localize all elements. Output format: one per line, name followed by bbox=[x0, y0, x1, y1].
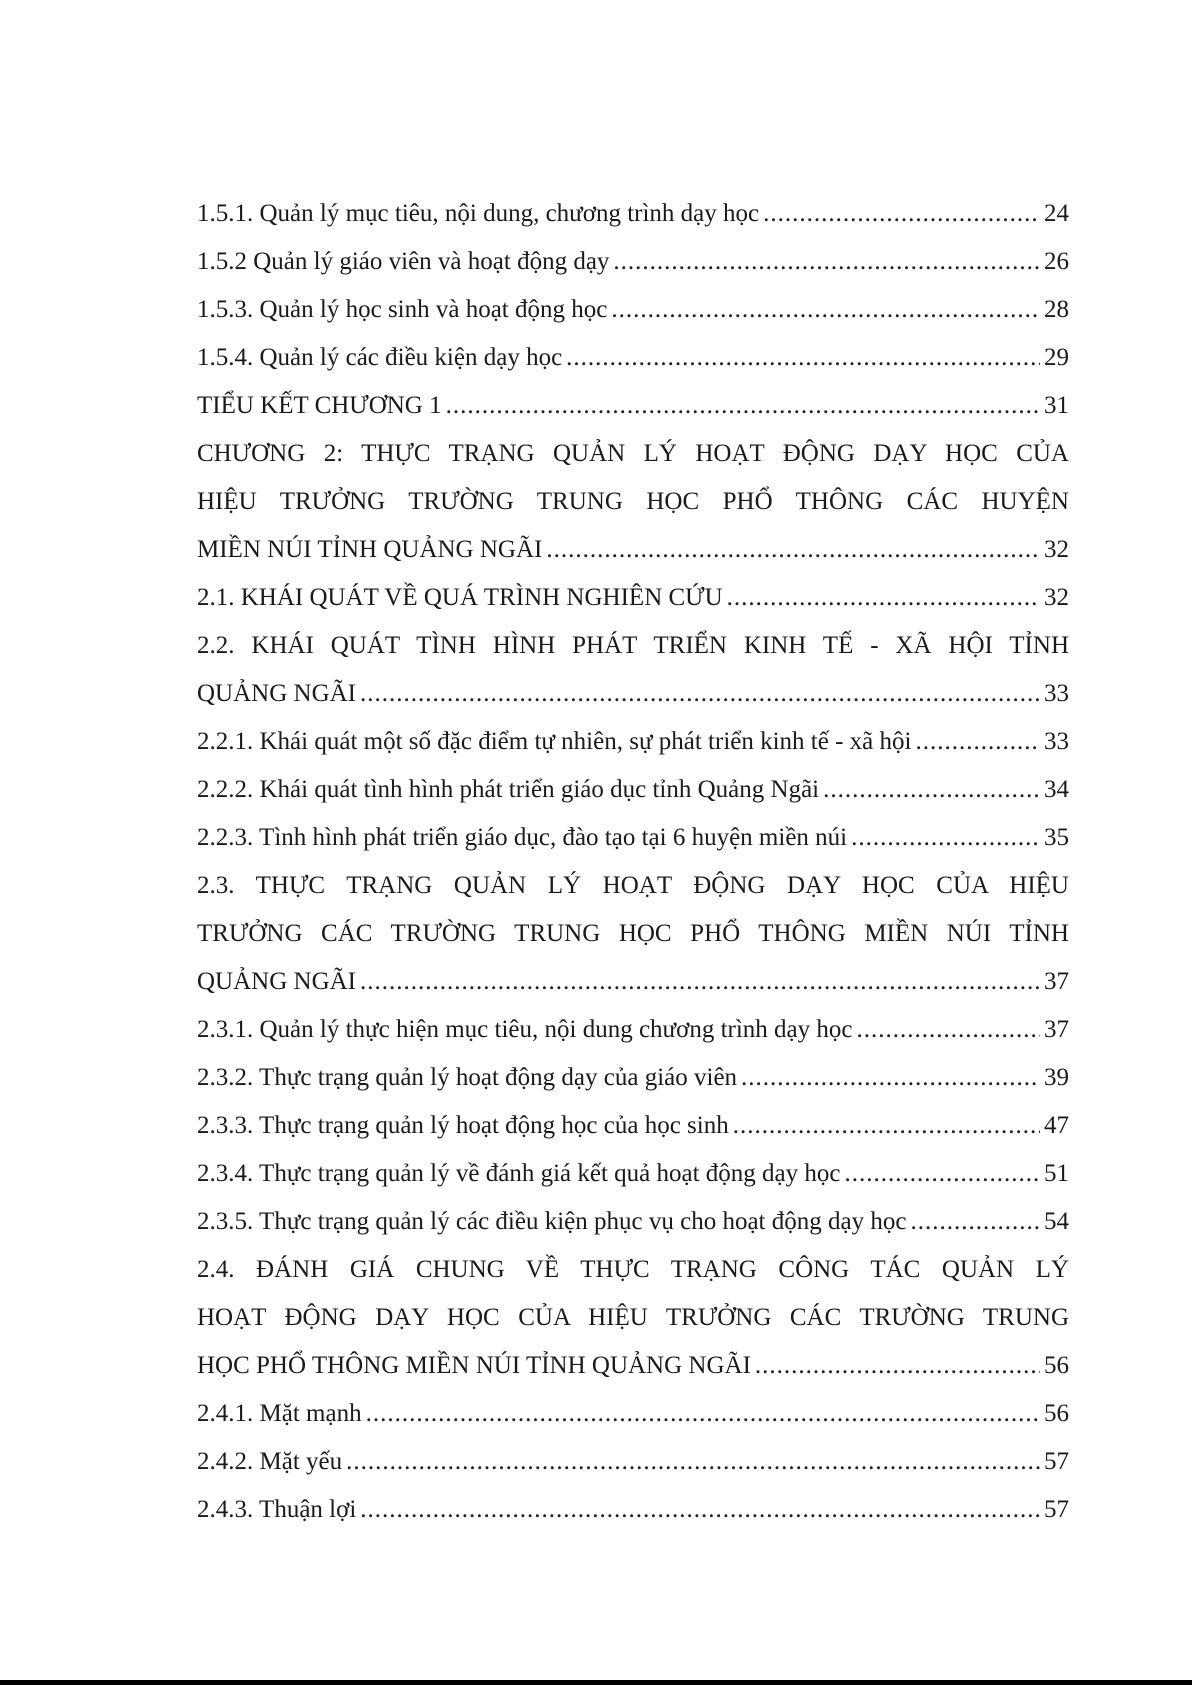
toc-entry-row bbox=[197, 1390, 1069, 1438]
toc-page-number: 47 bbox=[1044, 1112, 1069, 1139]
toc-page-number: 24 bbox=[1044, 200, 1069, 227]
toc-list bbox=[197, 190, 1069, 1534]
toc-entry-title: 2.1. KHÁI QUÁT VỀ QUÁ TRÌNH NGHIÊN CỨU bbox=[197, 584, 723, 611]
toc-entry-title: HỌC PHỔ THÔNG MIỀN NÚI TỈNH QUẢNG NGÃI bbox=[197, 1352, 751, 1379]
toc-entry-heading-line: CHƯƠNG 2: THỰC TRẠNG QUẢN LÝ HOẠT ĐỘNG DẠY HỌC CỦA bbox=[197, 440, 1069, 467]
toc-page-number: 33 bbox=[1044, 728, 1069, 755]
toc-entry-heading-line: HOẠT ĐỘNG DẠY HỌC CỦA HIỆU TRƯỞNG CÁC TRƯỜNG TRUNG bbox=[197, 1304, 1069, 1331]
toc-entry-title: 1.5.2 Quản lý giáo viên và hoạt động dạy bbox=[197, 248, 610, 275]
toc-entry-title: 2.2.1. Khái quát một số đặc điểm tự nhiên, sự phát triển kinh tế - xã hội bbox=[197, 728, 912, 755]
toc-entry-row bbox=[197, 1102, 1069, 1150]
toc-entry-title: 1.5.3. Quản lý học sinh và hoạt động học bbox=[197, 296, 608, 323]
toc-entry bbox=[197, 334, 1069, 382]
toc-entry-row bbox=[197, 670, 1069, 718]
toc-entry bbox=[197, 862, 1069, 1006]
toc-dot-leader bbox=[763, 190, 1040, 238]
toc-entry bbox=[197, 574, 1069, 622]
toc-entry bbox=[197, 1198, 1069, 1246]
toc-entry-title: QUẢNG NGÃI bbox=[197, 968, 357, 995]
toc-entry bbox=[197, 1150, 1069, 1198]
toc-entry bbox=[197, 1246, 1069, 1390]
toc-entry bbox=[197, 430, 1069, 574]
toc-entry bbox=[197, 718, 1069, 766]
toc-page-number: 26 bbox=[1044, 248, 1069, 275]
toc-page-number: 34 bbox=[1044, 776, 1069, 803]
toc-entry bbox=[197, 1438, 1069, 1486]
toc-dot-leader bbox=[727, 574, 1040, 622]
toc-page-number: 54 bbox=[1044, 1208, 1069, 1235]
toc-entry-row bbox=[197, 1198, 1069, 1246]
toc-entry-title: 1.5.4. Quản lý các điều kiện dạy học bbox=[197, 344, 563, 371]
toc-entry-title: 1.5.1. Quản lý mục tiêu, nội dung, chương trình dạy học bbox=[197, 200, 760, 227]
toc-dot-leader bbox=[446, 382, 1040, 430]
toc-entry-title: 2.2.2. Khái quát tình hình phát triển giáo dục tỉnh Quảng Ngãi bbox=[197, 776, 820, 803]
toc-dot-leader bbox=[366, 1390, 1040, 1438]
toc-dot-leader bbox=[346, 1438, 1040, 1486]
toc-entry-row bbox=[197, 1438, 1069, 1486]
page-bottom-edge bbox=[0, 1680, 1192, 1685]
toc-entry-title: 2.3.5. Thực trạng quản lý các điều kiện phục vụ cho hoạt động dạy học bbox=[197, 1208, 907, 1235]
toc-page-number: 29 bbox=[1044, 344, 1069, 371]
toc-entry-title: 2.3.1. Quản lý thực hiện mục tiêu, nội dung chương trình dạy học bbox=[197, 1016, 853, 1043]
toc-entry-heading-line: 2.2. KHÁI QUÁT TÌNH HÌNH PHÁT TRIỂN KINH TẾ - XÃ HỘI TỈNH bbox=[197, 632, 1069, 659]
toc-entry-title: 2.3.4. Thực trạng quản lý về đánh giá kết quả hoạt động dạy học bbox=[197, 1160, 841, 1187]
toc-dot-leader bbox=[566, 334, 1040, 382]
toc-entry-row bbox=[197, 1006, 1069, 1054]
toc-entry-row bbox=[197, 718, 1069, 766]
toc-entry bbox=[197, 766, 1069, 814]
toc-dot-leader bbox=[360, 1486, 1040, 1534]
toc-dot-leader bbox=[360, 670, 1040, 718]
toc-page-number: 37 bbox=[1044, 968, 1069, 995]
toc-entry-row bbox=[197, 526, 1069, 574]
toc-dot-leader bbox=[844, 1150, 1040, 1198]
toc-entry bbox=[197, 1390, 1069, 1438]
toc-entry bbox=[197, 190, 1069, 238]
toc-page-number: 39 bbox=[1044, 1064, 1069, 1091]
toc-entry bbox=[197, 382, 1069, 430]
toc-page-number: 56 bbox=[1044, 1352, 1069, 1379]
toc-page-number: 35 bbox=[1044, 824, 1069, 851]
toc-page-number: 51 bbox=[1044, 1160, 1069, 1187]
toc-page-number: 31 bbox=[1044, 392, 1069, 419]
toc-entry bbox=[197, 1006, 1069, 1054]
toc-dot-leader bbox=[910, 1198, 1040, 1246]
toc-page-number: 33 bbox=[1044, 680, 1069, 707]
toc-dot-leader bbox=[733, 1102, 1040, 1150]
toc-dot-leader bbox=[823, 766, 1040, 814]
toc-entry-heading-line: HIỆU TRƯỞNG TRƯỜNG TRUNG HỌC PHỔ THÔNG CÁC HUYỆN bbox=[197, 488, 1069, 515]
toc-dot-leader bbox=[613, 238, 1040, 286]
toc-entry-row bbox=[197, 574, 1069, 622]
toc-entry bbox=[197, 622, 1069, 718]
toc-entry-heading-line: 2.4. ĐÁNH GIÁ CHUNG VỀ THỰC TRẠNG CÔNG TÁC QUẢN LÝ bbox=[197, 1256, 1069, 1283]
toc-dot-leader bbox=[741, 1054, 1040, 1102]
toc-entry-title: MIỀN NÚI TỈNH QUẢNG NGÃI bbox=[197, 536, 543, 563]
toc-entry bbox=[197, 1102, 1069, 1150]
toc-entry-row bbox=[197, 958, 1069, 1006]
toc-entry-row bbox=[197, 286, 1069, 334]
toc-entry-row bbox=[197, 1486, 1069, 1534]
toc-entry-heading-line: 2.3. THỰC TRẠNG QUẢN LÝ HOẠT ĐỘNG DẠY HỌC CỦA HIỆU bbox=[197, 872, 1069, 899]
toc-dot-leader bbox=[546, 526, 1040, 574]
toc-entry-title: 2.3.3. Thực trạng quản lý hoạt động học của học sinh bbox=[197, 1112, 729, 1139]
toc-entry-title: 2.4.1. Mặt mạnh bbox=[197, 1400, 362, 1427]
toc-entry-title: 2.3.2. Thực trạng quản lý hoạt động dạy của giáo viên bbox=[197, 1064, 738, 1091]
toc-entry-row bbox=[197, 1150, 1069, 1198]
toc-entry bbox=[197, 286, 1069, 334]
toc-page-number: 28 bbox=[1044, 296, 1069, 323]
toc-entry-row bbox=[197, 814, 1069, 862]
toc-dot-leader bbox=[856, 1006, 1040, 1054]
toc-page-number: 57 bbox=[1044, 1448, 1069, 1475]
toc-entry-heading-line: TRƯỞNG CÁC TRƯỜNG TRUNG HỌC PHỔ THÔNG MIỀN NÚI TỈNH bbox=[197, 920, 1069, 947]
toc-entry-row bbox=[197, 766, 1069, 814]
toc-entry-row bbox=[197, 1342, 1069, 1390]
toc-entry bbox=[197, 238, 1069, 286]
toc-entry-title: TIỂU KẾT CHƯƠNG 1 bbox=[197, 392, 442, 419]
toc-page-number: 37 bbox=[1044, 1016, 1069, 1043]
toc-entry bbox=[197, 1486, 1069, 1534]
toc-page-number: 57 bbox=[1044, 1496, 1069, 1523]
toc-page-number: 56 bbox=[1044, 1400, 1069, 1427]
toc-entry-title: QUẢNG NGÃI bbox=[197, 680, 357, 707]
table-of-contents bbox=[197, 190, 1069, 1534]
toc-dot-leader bbox=[915, 718, 1040, 766]
toc-entry-row bbox=[197, 334, 1069, 382]
toc-entry bbox=[197, 814, 1069, 862]
toc-entry-row bbox=[197, 382, 1069, 430]
toc-entry-row bbox=[197, 238, 1069, 286]
toc-entry-row bbox=[197, 190, 1069, 238]
toc-page-number: 32 bbox=[1044, 584, 1069, 611]
toc-entry-title: 2.4.2. Mặt yếu bbox=[197, 1448, 343, 1475]
toc-entry-title: 2.2.3. Tình hình phát triển giáo dục, đào tạo tại 6 huyện miền núi bbox=[197, 824, 848, 851]
toc-dot-leader bbox=[755, 1342, 1040, 1390]
toc-entry bbox=[197, 1054, 1069, 1102]
toc-page-number: 32 bbox=[1044, 536, 1069, 563]
toc-entry-row bbox=[197, 1054, 1069, 1102]
toc-dot-leader bbox=[360, 958, 1040, 1006]
toc-dot-leader bbox=[851, 814, 1040, 862]
toc-dot-leader bbox=[611, 286, 1040, 334]
toc-entry-title: 2.4.3. Thuận lợi bbox=[197, 1496, 357, 1523]
